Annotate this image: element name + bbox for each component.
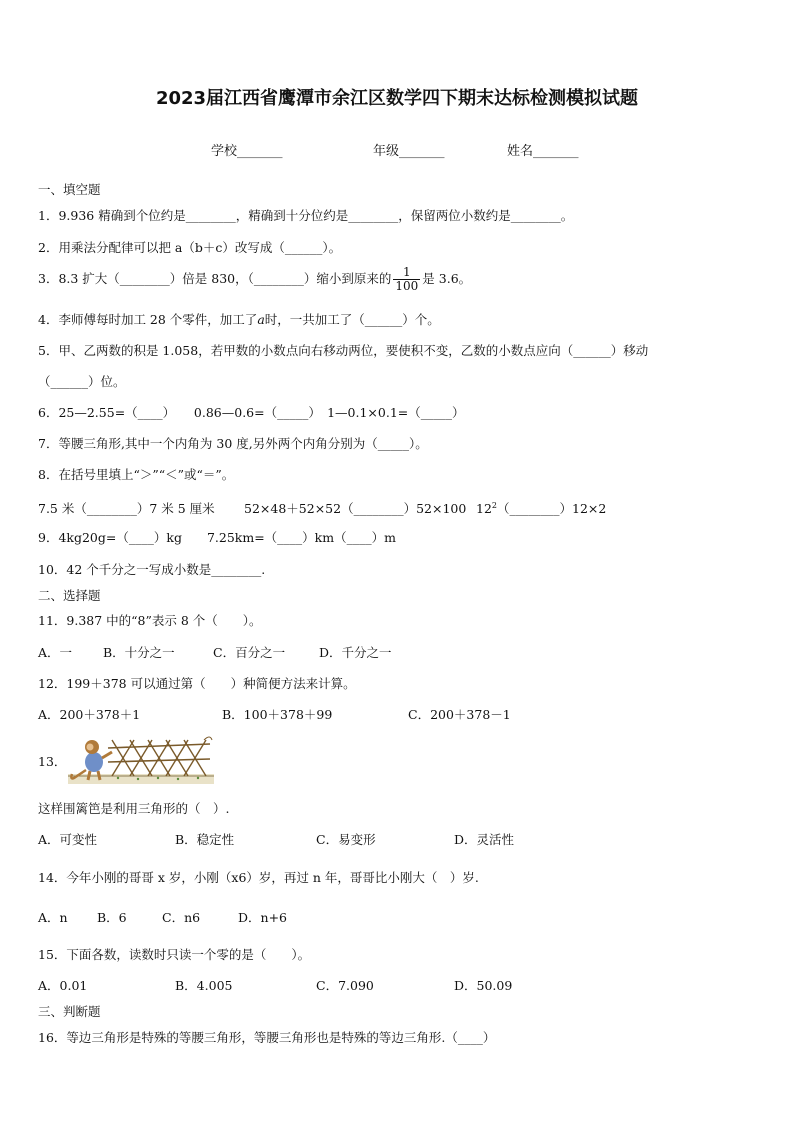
option-a: A．n (38, 910, 68, 925)
fraction-numerator: 1 (393, 266, 420, 280)
option-d: D．50.09 (454, 978, 513, 993)
question-10: 10．42 个千分之一写成小数是________. (38, 562, 266, 577)
question-12-options (38, 707, 511, 723)
option-a: A．可变性 (38, 832, 98, 847)
option-c: C．百分之一 (213, 645, 286, 660)
question-9: 9．4kg20g=（____）kg 7.25km=（____）km（____）m (38, 530, 396, 545)
option-a: A．一 (38, 645, 73, 660)
grade-field: 年级_______ (373, 144, 445, 159)
question-6: 6．25—2.55=（____） 0.86—0.6=（_____） 1—0.1×0.1=（_____） (38, 405, 465, 420)
question-5-line-1: 5．甲、乙两数的积是 1.058，若甲数的小数点向右移动两位，要使积不变，乙数的小数点应向（______）移动 (38, 343, 649, 358)
option-b: B．6 (97, 910, 127, 925)
variable-a: a (257, 312, 265, 327)
fence-figure (68, 734, 214, 786)
page-title: 2023届江西省鹰潭市余江区数学四下期末达标检测模拟试题 (155, 88, 639, 109)
question-15-options (38, 978, 512, 994)
name-field: 姓名_______ (507, 144, 579, 159)
question-13-text: 这样围篱笆是利用三角形的（ ）. (38, 801, 230, 816)
option-c: C．n6 (162, 910, 201, 925)
question-14-options (38, 910, 287, 926)
question-13-options (38, 832, 514, 848)
option-a: A．200＋378＋1 (38, 707, 141, 722)
option-c: C．7.090 (316, 978, 374, 993)
question-13: 13． (38, 754, 67, 769)
option-b: B．十分之一 (103, 645, 175, 660)
option-b: B．稳定性 (175, 832, 235, 847)
question-12: 12．199＋378 可以通过第（ ）种简便方法来计算。 (38, 676, 356, 691)
option-d: D．灵活性 (454, 832, 515, 847)
question-8-items (38, 498, 606, 517)
question-3-text: 3．8.3 扩大（________）倍是 830，（________）缩小到原来的 (38, 271, 392, 286)
question-1: 1．9.936 精确到个位约是________，精确到十分位约是________，保留两位小数约是________。 (38, 208, 574, 223)
q8-item-b: 52×48＋52×52（________）52×100 (244, 501, 467, 517)
question-16: 16．等边三角形是特殊的等腰三角形，等腰三角形也是特殊的等边三角形.（____） (38, 1030, 496, 1045)
school-field: 学校_______ (211, 144, 283, 159)
question-11: 11．9.387 中的“8”表示 8 个（ ）。 (38, 613, 262, 628)
question-7: 7．等腰三角形,其中一个内角为 30 度,另外两个内角分别为（_____）。 (38, 436, 428, 451)
option-a: A．0.01 (38, 978, 88, 993)
q8-item-a: 7.5 米（________）7 米 5 厘米 (38, 501, 215, 517)
question-3-tail: 是 3.6。 (422, 271, 472, 286)
option-d: D．千分之一 (319, 645, 392, 660)
q8-item-c: $12^2(\_\_\_\_\_\_\_\_)12\times 2$ (476, 501, 607, 517)
option-c: C．易变形 (316, 832, 376, 847)
question-4: 4．李师傅每时加工 28 个零件，加工了a时，一共加工了（______）个。 (38, 312, 440, 327)
fraction (393, 266, 420, 293)
fraction-denominator: 100 (395, 279, 419, 293)
option-c: C．200＋378－1 (408, 707, 511, 722)
section-heading-fill: 一、填空题 (38, 182, 101, 197)
question-3 (38, 266, 471, 293)
question-14: 14．今年小刚的哥哥 x 岁，小刚（x6）岁，再过 n 年，哥哥比小刚大（ ）岁. (38, 870, 479, 885)
option-b: B．4.005 (175, 978, 233, 993)
question-11-options (38, 645, 392, 661)
question-5-line-2: （______）位。 (38, 374, 126, 389)
question-15: 15．下面各数，读数时只读一个零的是（ ）。 (38, 947, 311, 962)
section-heading-judge: 三、判断题 (38, 1004, 101, 1019)
option-b: B．100＋378＋99 (222, 707, 333, 722)
option-d: D．n+6 (238, 910, 287, 925)
section-heading-choice: 二、选择题 (38, 588, 101, 603)
question-8: 8．在括号里填上“＞”“＜”或“＝”。 (38, 467, 235, 482)
question-2: 2．用乘法分配律可以把 a（b＋c）改写成（______）。 (38, 240, 342, 255)
